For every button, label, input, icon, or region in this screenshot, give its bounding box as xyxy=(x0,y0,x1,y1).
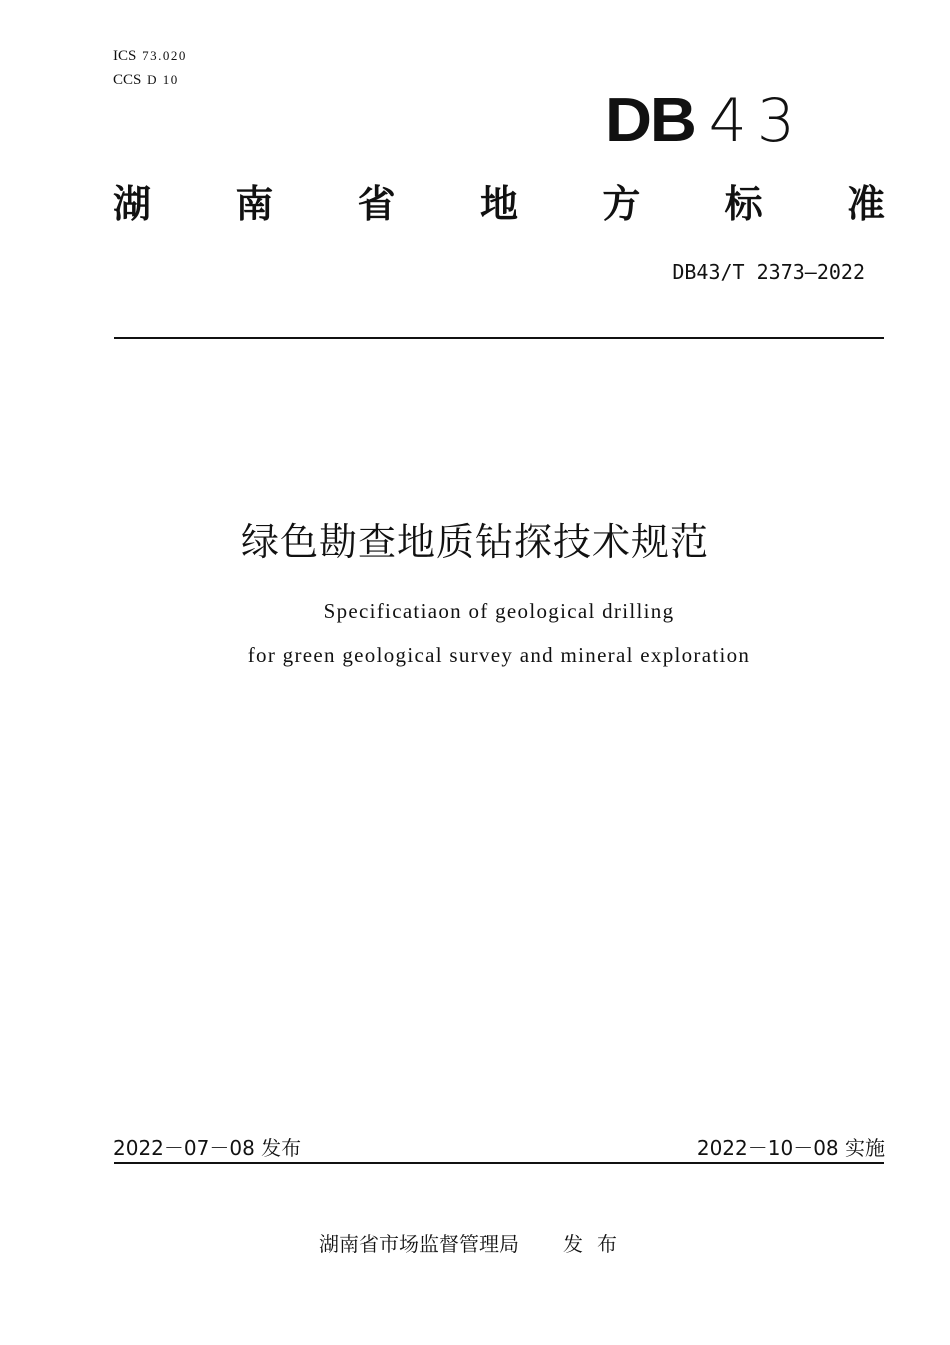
standard-type-heading xyxy=(113,178,885,230)
ics-code xyxy=(113,44,187,68)
standard-mark xyxy=(605,86,805,156)
standard-type-char: 方 xyxy=(602,182,641,226)
issuer-action: 发布 xyxy=(563,1232,631,1256)
standard-type-char: 南 xyxy=(235,182,274,226)
issuing-authority xyxy=(0,1228,950,1257)
db-logo: DB xyxy=(605,86,695,155)
ics-label: ICS xyxy=(113,48,137,64)
standard-type-char: 湖 xyxy=(113,182,152,226)
standard-type-char: 标 xyxy=(724,182,763,226)
ccs-value: D 10 xyxy=(147,72,179,87)
document-title-chinese: 绿色勘查地质钻探技术规范 xyxy=(240,520,709,564)
ccs-label: CCS xyxy=(113,72,142,88)
standard-type-char: 省 xyxy=(357,182,396,226)
classification-codes xyxy=(113,44,187,92)
province-code: 43 xyxy=(708,86,805,156)
standard-type-char: 准 xyxy=(846,182,885,226)
document-title-english-line-1: Specificatiaon of geological drilling xyxy=(323,599,675,623)
ics-value: 73.020 xyxy=(142,48,187,63)
document-title-english-line-2: for green geological survey and mineral exploration xyxy=(247,643,751,667)
issue-date: 2022－07－08 发布 xyxy=(113,1136,302,1160)
ccs-code xyxy=(113,68,187,92)
bottom-divider xyxy=(114,1162,884,1164)
issuer-name: 湖南省市场监督管理局 xyxy=(319,1232,519,1256)
standard-type-char: 地 xyxy=(479,182,518,226)
top-divider xyxy=(114,337,884,339)
implementation-date: 2022－10－08 实施 xyxy=(696,1136,885,1160)
standard-number: DB43/T 2373—2022 xyxy=(672,260,865,284)
